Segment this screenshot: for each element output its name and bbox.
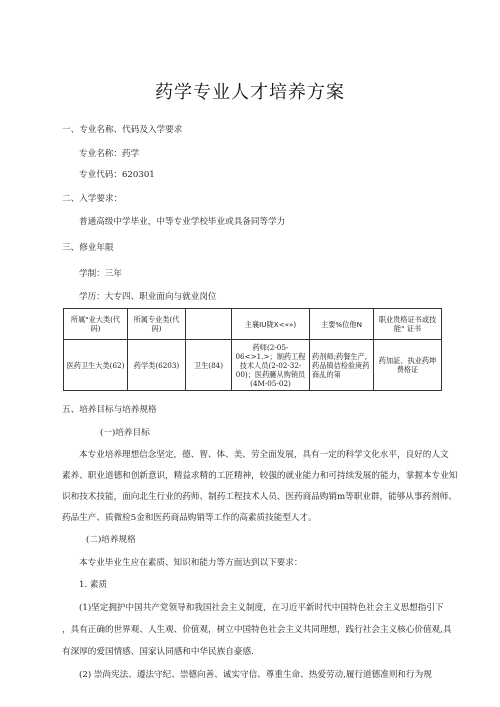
training-goal-heading: (一)培养目标 <box>100 428 150 438</box>
major-code: 专业代码：620301 <box>79 170 155 180</box>
spec-intro: 本专业毕业生应在素质、知识和能力等方面达到以下要求： <box>79 558 303 568</box>
table-row <box>64 340 442 391</box>
table-header-cell: 主要%位他N <box>310 309 374 340</box>
degree-and-section-4: 学历：大专四、职业面向与就业岗位 <box>79 292 217 302</box>
admission-requirement: 普通高级中学毕业，中等专业学校毕业或具备同等学力 <box>79 217 286 227</box>
section-5-heading: 五、培养目标与培养规格 <box>62 405 157 415</box>
table-header-cell: 所属"业大类(代码) <box>64 309 128 340</box>
table-cell: 药学类(6203) <box>128 340 186 391</box>
table-header-cell: 所属专业类(代码) <box>128 309 186 340</box>
section-3-heading: 三、修业年限 <box>62 243 114 253</box>
study-years: 学制：三年 <box>79 269 122 279</box>
quality-1-line: (1)坚定拥护中国共产党领导和我国社会主义制度，在习近平新时代中国特色社会主义思想指引下 <box>79 603 444 613</box>
quality-1-line: 有深厚的爱国情感、国家认同感和中华民族自豪感. <box>62 647 254 657</box>
section-1-heading: 一、专业名称、代码及入学要求 <box>62 125 183 135</box>
goal-line: 本专业培养理想信念坚定，德、智、体、美、劳全面发展，具有一定的科学文化水平，良好的人文 <box>79 450 449 460</box>
major-name: 专业名称：药学 <box>79 149 140 159</box>
quality-heading: 1. 素质 <box>79 580 108 590</box>
table-cell: 卫生(84) <box>186 340 232 391</box>
table-header-cell: 职业贵格证书或技能" 证书 <box>374 309 442 340</box>
career-table <box>63 308 442 391</box>
table-cell: 药师(2-05-06<>1.>；制药工程技术人员(2-02-32-00)；医药臃从购销员(4M-05-02) <box>232 340 310 391</box>
table-header-cell: 主襄IU陇X<«») <box>232 309 310 340</box>
table-cell: 药加証、执业药坤费格证 <box>374 340 442 391</box>
goal-line: 药品生产、质微检5金和医药商品购销等工作的高素质技能型人才。 <box>62 513 317 523</box>
quality-1-line: ，具有正确的世界观、人生观、价值观，树立中国特色社会主义共同理想，践行社会主义核心价值观,具 <box>62 625 452 635</box>
section-2-heading: 二、入学要求： <box>62 194 123 204</box>
quality-2-line: (2) 崇尚宪法、遵法守纪、崇德向善、诚实守信、尊重生命、热爱劳动,履行道德准则和行为规 <box>79 670 432 680</box>
table-header-cell <box>186 309 232 340</box>
table-cell: 医药卫生大类(62) <box>64 340 128 391</box>
table-cell: 药剂师;药餐生产,药品镇佶检验庚药商乩的第 <box>310 340 374 391</box>
goal-line: 识和技术技能，面向北生行业的药师、制药工程技术人员、医药商品购销m等职业群，能够从事药剂师、 <box>62 492 457 502</box>
table-header-row <box>64 309 442 340</box>
page-title: 药学专业人才培养方案 <box>155 82 345 103</box>
goal-line: 素养、职业道德和创新意识，精益求精的工匠精神，较强的就业能力和可持续发展的能力，掌握本专业知 <box>62 471 458 481</box>
training-spec-heading: (二)培养规格 <box>86 535 136 545</box>
